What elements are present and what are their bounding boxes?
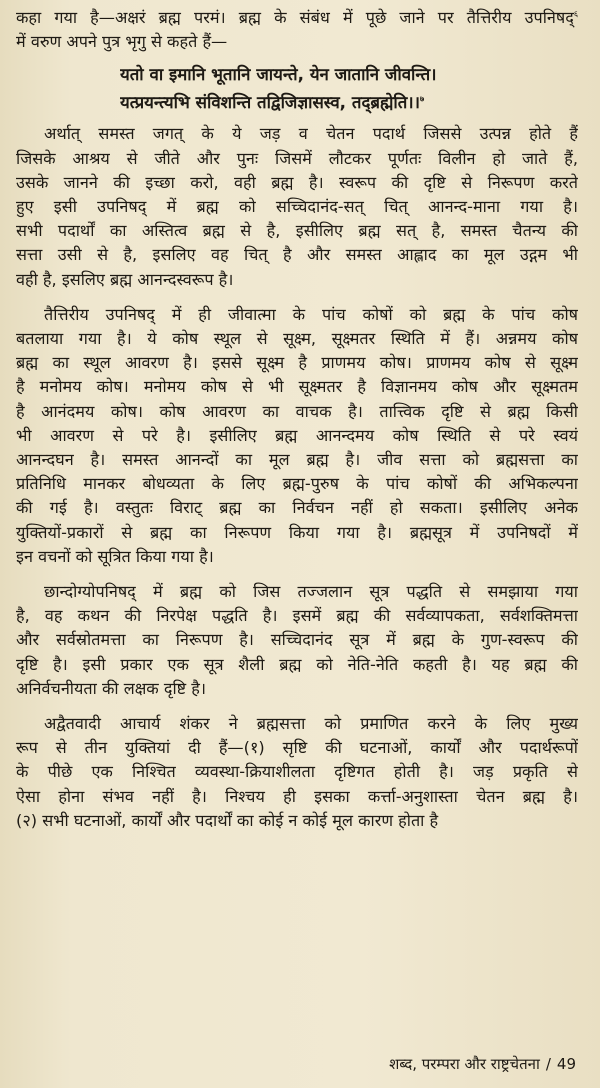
footnote-marker: ७ [420, 94, 425, 104]
text-line: युक्तियों-प्रकारों से ब्रह्म का निरूपण किया गया है। ब्रह्मसूत्र में उपनिषदों में [16, 522, 578, 542]
text-line: अर्थात् समस्त जगत् के ये जड़ व चेतन पदार्थ जिससे उत्पन्न होते हैं [44, 124, 578, 144]
text-line: प्रतिनिधि मानकर बोधव्यता के लिए ब्रह्म-पुरुष के पांच कोषों की अभिकल्पना [16, 474, 578, 494]
text-line: है मनोमय कोष। मनोमय कोष से भी सूक्ष्मतर है विज्ञानमय कोष और सूक्ष्मतम [16, 377, 578, 397]
text-line: सभी पदार्थों का अस्तित्व ब्रह्म से है, इसीलिए ब्रह्म सत् है, समस्त चैतन्य की [16, 221, 578, 241]
paragraph [16, 712, 578, 833]
verse-line-2 [120, 88, 578, 116]
text-line: में वरुण अपने पुत्र भृगु से कहते हैं— [16, 32, 228, 52]
text-line: रूप से तीन युक्तियां दी हैं—(१) सृष्टि की घटनाओं, कार्यों और पदार्थरूपों [16, 738, 578, 758]
paragraph [16, 122, 578, 291]
text-line: छान्दोग्योपनिषद् में ब्रह्म को जिस तज्जलान सूत्र पद्धति से समझाया गया [44, 582, 578, 602]
text-line: की गई है। वस्तुतः विराट् ब्रह्म का निर्वचन नहीं हो सकता। इसीलिए अनेक [16, 498, 578, 518]
text-line: दृष्टि है। इसी प्रकार एक सूत्र शैली ब्रह्म को नेति-नेति कहती है। यह ब्रह्म की [16, 654, 578, 674]
verse-line-1: यतो वा इमानि भूतानि जायन्ते, येन जातानि जीवन्ति। [120, 64, 437, 85]
text-line: तैत्तिरीय उपनिषद् में ही जीवात्मा के पांच कोषों को ब्रह्म के पांच कोष [44, 304, 578, 324]
paragraph [16, 303, 578, 569]
text-line: अनिर्वचनीयता की लक्षक दृष्टि है। [16, 678, 206, 698]
text-line: इन वचनों को सूत्रित किया गया है। [16, 546, 214, 566]
intro-paragraph [16, 6, 578, 54]
text-line: बतलाया गया है। ये कोष स्थूल से सूक्ष्म, सूक्ष्मतर स्थिति में हैं। अन्नमय कोष [16, 329, 578, 349]
book-title: शब्द, परम्परा और राष्ट्रचेतना [389, 1055, 540, 1073]
text-line: है आनंदमय कोष। कोष आवरण का वाचक है। तात्त्विक दृष्टि से ब्रह्म किसी [16, 401, 578, 421]
page-number: 49 [556, 1055, 576, 1073]
verse-line-2-text: यत्प्रयन्त्यभि संविशन्ति तद्विजिज्ञासस्व, तद्ब्रह्मेति।। [120, 92, 421, 113]
text-line [16, 6, 578, 30]
intro-line-1: कहा गया है—अक्षरं ब्रह्म परमं। ब्रह्म के संबंध में पूछे जाने पर तैत्तिरीय उपनिषद् [16, 8, 574, 27]
footer-separator: / [545, 1055, 551, 1073]
paragraph [16, 580, 578, 701]
sanskrit-verse [16, 60, 578, 116]
text-line: जिसके आश्रय से जीते और पुनः जिसमें लौटकर पूर्णतः विलीन हो जाते हैं, [16, 148, 578, 168]
text-line: के पीछे एक निश्चित व्यवस्था-क्रियाशीलता दृष्टिगत होती है। जड़ प्रकृति से [16, 762, 578, 782]
text-line: उसके जानने की इच्छा करो, वही ब्रह्म है। स्वरूप की दृष्टि से निरूपण करते [16, 172, 578, 192]
text-line: आनन्दघन है। समस्त आनन्दों का मूल ब्रह्म है। जीव सत्ता को ब्रह्मसत्ता का [16, 450, 578, 470]
text-line: और सर्वस्रोतमत्ता का निरूपण है। सच्चिदानंद सूत्र में ब्रह्म के गुण-स्वरूप की [16, 630, 578, 650]
footnote-marker: ६ [573, 9, 578, 19]
body-text [16, 122, 578, 833]
text-line: हुए इसी उपनिषद् में ब्रह्म को सच्चिदानंद-सत् चित् आनन्द-माना गया है। [16, 197, 578, 217]
text-line: ब्रह्म का स्थूल आवरण है। इससे सूक्ष्म है प्राणमय कोष। प्राणमय कोष से सूक्ष्म [16, 353, 578, 373]
text-line: वही है, इसलिए ब्रह्म आनन्दस्वरूप है। [16, 269, 234, 289]
text-line: सत्ता उसी से है, इसलिए वह चित् है और समस्त आह्लाद का मूल उद्गम भी [16, 245, 578, 265]
text-line: है, वह कथन की निरपेक्ष पद्धति है। इसमें ब्रह्म की सर्वव्यापकता, सर्वशक्तिमत्ता [16, 606, 578, 626]
text-line: अद्वैतवादी आचार्य शंकर ने ब्रह्मसत्ता को प्रमाणित करने के लिए मुख्य [44, 714, 578, 734]
text-line: भी आवरण से परे है। इसीलिए ब्रह्म आनन्दमय कोष स्थिति से परे स्वयं [16, 425, 578, 445]
page-footer [389, 1054, 576, 1074]
text-line: (२) सभी घटनाओं, कार्यों और पदार्थों का कोई न कोई मूल कारण होता है [16, 810, 439, 830]
text-line: ऐसा होना संभव नहीं है। निश्चय ही इसका कर्त्ता-अनुशास्ता चेतन ब्रह्म है। [16, 786, 578, 806]
